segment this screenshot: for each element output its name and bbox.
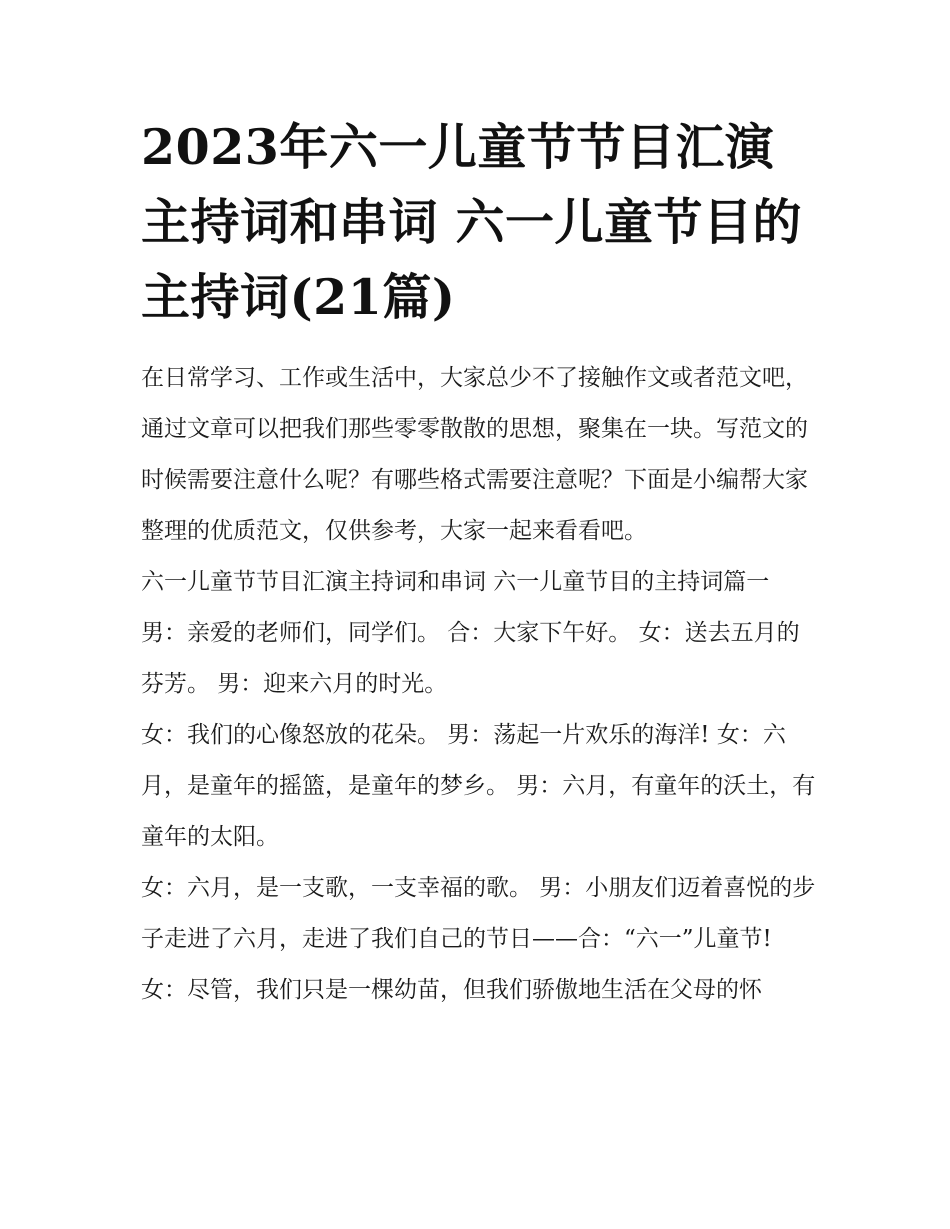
paragraph-script-opening: 六一儿童节节目汇演主持词和串词 六一儿童节目的主持词篇一 男：亲爱的老师们，同学们。 合：大家下午好。 女：送去五月的芬芳。 男：迎来六月的时光。 [141, 569, 800, 697]
document-title: 2023年六一儿童节节目汇演主持词和串词 六一儿童节目的主持词(21篇) [141, 118, 803, 326]
paragraph-script-song: 女：六月，是一支歌，一支幸福的歌。 男：小朋友们迈着喜悦的步子走进了六月，走进了我们自己的节日——合：“六一”儿童节! [141, 875, 816, 952]
paragraph-script-june: 女：我们的心像怒放的花朵。 男：荡起一片欢乐的海洋! 女：六月，是童年的摇篮，是童年的梦乡。 男：六月，有童年的沃土，有童年的太阳。 [141, 722, 816, 850]
document-body [141, 353, 821, 1016]
paragraph-script-seedling: 女：尽管，我们只是一棵幼苗，但我们骄傲地生活在父母的怀 [141, 977, 762, 1003]
paragraph-intro: 在日常学习、工作或生活中，大家总少不了接触作文或者范文吧，通过文章可以把我们那些零零散散的思想，聚集在一块。写范文的时候需要注意什么呢？有哪些格式需要注意呢？下面是小编帮大家整理的优质范文，仅供参考，大家一起来看看吧。 [141, 365, 808, 544]
